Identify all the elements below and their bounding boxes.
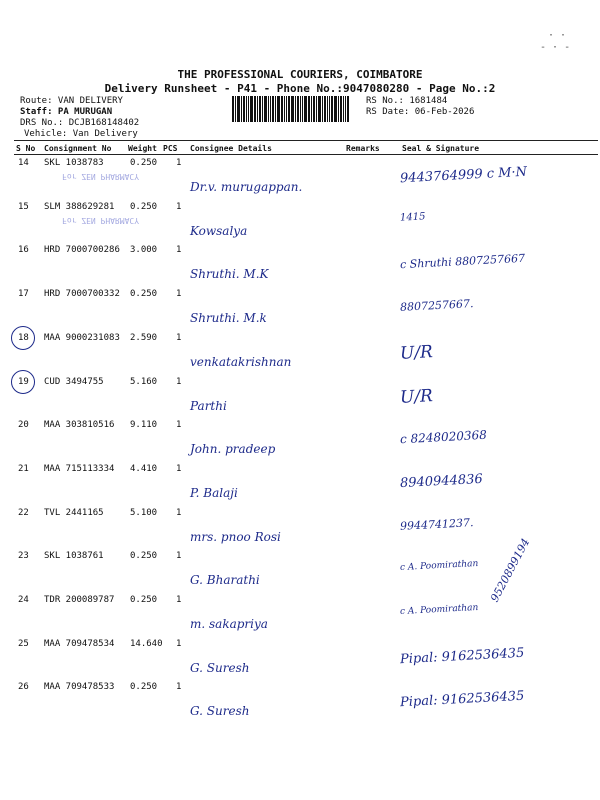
row-pcs: 1 bbox=[176, 376, 182, 387]
row-sno: 24 bbox=[18, 595, 29, 605]
barcode bbox=[232, 96, 360, 122]
row-sno: 20 bbox=[18, 420, 29, 431]
col-weight: Weight bbox=[128, 144, 157, 153]
row-signature-handwriting: Pipal: 9162536435 bbox=[399, 645, 525, 667]
route-label: Route: VAN DELIVERY bbox=[20, 96, 123, 106]
row-stamp: For ZEN PHARMACY bbox=[62, 215, 140, 225]
table-row bbox=[0, 373, 600, 417]
row-consignment: TVL 2441165 bbox=[44, 507, 104, 518]
row-sno: 21 bbox=[18, 463, 29, 474]
col-remarks: Remarks bbox=[346, 144, 380, 153]
row-consignment: SKL 1038761 bbox=[44, 551, 104, 562]
row-pcs: 1 bbox=[176, 158, 182, 168]
col-seal-signature: Seal & Signature bbox=[402, 144, 480, 153]
row-signature-handwriting: 9944741237. bbox=[399, 515, 474, 533]
row-sno: 15 bbox=[18, 201, 29, 212]
row-pcs: 1 bbox=[176, 463, 182, 474]
row-pcs: 1 bbox=[176, 332, 182, 343]
row-consignee-handwriting: Parthi bbox=[190, 398, 227, 413]
row-consignment: HRD 7000700286 bbox=[44, 245, 120, 256]
row-sno: 18 bbox=[18, 332, 29, 343]
row-signature-handwriting: c A. Poomirathan bbox=[399, 602, 479, 618]
row-weight: 3.000 bbox=[130, 245, 158, 256]
row-consignment: MAA 709478533 bbox=[44, 682, 115, 693]
row-signature-handwriting: U/R bbox=[399, 341, 434, 364]
side-handwritten-number: 9520899194 bbox=[488, 536, 533, 605]
row-sno: 25 bbox=[18, 638, 29, 649]
table-row bbox=[0, 154, 600, 198]
col-pcs: PCS bbox=[163, 144, 178, 153]
row-consignment: MAA 303810516 bbox=[44, 420, 115, 431]
col-consignee: Consignee Details bbox=[190, 144, 272, 153]
row-consignee-handwriting: G. Suresh bbox=[190, 660, 250, 675]
runsheet-subtitle: Delivery Runsheet - P41 - Phone No.:9047080280 - Page No.:2 bbox=[104, 82, 496, 95]
row-weight: 0.250 bbox=[130, 158, 158, 168]
row-weight: 14.640 bbox=[130, 638, 163, 649]
table-row bbox=[0, 329, 600, 373]
row-weight: 0.250 bbox=[130, 201, 158, 212]
row-signature-handwriting: 9443764999 c M·N bbox=[399, 164, 528, 187]
col-consignment: Consignment No bbox=[44, 144, 112, 153]
rs-number: RS No.: 1681484 bbox=[366, 96, 448, 106]
scan-mark: - · - bbox=[540, 42, 571, 53]
table-row bbox=[0, 635, 600, 679]
row-signature-handwriting: c Shruthi 8807257667 bbox=[399, 252, 526, 272]
row-weight: 9.110 bbox=[130, 420, 158, 431]
row-pcs: 1 bbox=[176, 201, 182, 212]
row-weight: 5.100 bbox=[130, 507, 158, 518]
drs-label: DRS No.: DCJB168148402 bbox=[20, 118, 140, 128]
row-pcs: 1 bbox=[176, 245, 182, 256]
row-consignment: MAA 709478534 bbox=[44, 638, 115, 649]
row-pcs: 1 bbox=[176, 507, 182, 518]
row-consignee-handwriting: m. sakapriya bbox=[190, 617, 268, 631]
row-pcs: 1 bbox=[176, 289, 182, 300]
row-sno: 14 bbox=[18, 158, 29, 168]
row-consignment: HRD 7000700332 bbox=[44, 289, 120, 300]
table-row bbox=[0, 678, 600, 722]
row-consignee-handwriting: Shruthi. M.k bbox=[190, 311, 267, 326]
row-pcs: 1 bbox=[176, 595, 182, 605]
row-circle-mark bbox=[11, 370, 35, 394]
row-consignee-handwriting: John. pradeep bbox=[190, 442, 276, 457]
row-weight: 0.250 bbox=[130, 551, 158, 562]
row-consignment: MAA 715113334 bbox=[44, 463, 115, 474]
row-circle-mark bbox=[11, 326, 35, 350]
row-consignee-handwriting: venkatakrishnan bbox=[190, 354, 292, 369]
row-sno: 26 bbox=[18, 682, 29, 693]
row-sno: 17 bbox=[18, 289, 29, 300]
table-row bbox=[0, 285, 600, 329]
row-weight: 0.250 bbox=[130, 682, 158, 693]
row-signature-handwriting: U/R bbox=[399, 385, 434, 408]
row-signature-handwriting: c A. Poomirathan bbox=[399, 559, 479, 574]
row-weight: 0.250 bbox=[130, 289, 158, 300]
row-sno: 22 bbox=[18, 507, 29, 518]
row-pcs: 1 bbox=[176, 420, 182, 431]
row-signature-handwriting: 8940944836 bbox=[399, 471, 484, 492]
company-title: THE PROFESSIONAL COURIERS, COIMBATORE bbox=[177, 68, 423, 81]
staff-label: Staff: PA MURUGAN bbox=[20, 107, 113, 117]
table-row bbox=[0, 198, 600, 242]
scan-mark: · · bbox=[548, 30, 567, 41]
row-weight: 5.160 bbox=[130, 376, 158, 387]
row-signature-handwriting: c 8248020368 bbox=[399, 427, 488, 447]
row-consignment: MAA 9000231083 bbox=[44, 332, 120, 343]
row-weight: 0.250 bbox=[130, 595, 158, 605]
row-sno: 19 bbox=[18, 376, 29, 387]
row-consignee-handwriting: Shruthi. M.K bbox=[190, 267, 269, 282]
table-row bbox=[0, 460, 600, 504]
header-rule-top bbox=[14, 140, 598, 141]
row-consignment: TDR 200089787 bbox=[44, 595, 115, 605]
row-sno: 16 bbox=[18, 245, 29, 256]
rs-date: RS Date: 06-Feb-2026 bbox=[366, 107, 475, 117]
row-consignee-handwriting: mrs. pnoo Rosi bbox=[190, 529, 281, 544]
table-row bbox=[0, 241, 600, 285]
row-consignee-handwriting: Kowsalya bbox=[190, 223, 248, 238]
row-weight: 2.590 bbox=[130, 332, 158, 343]
row-consignment: SKL 1038783 bbox=[44, 158, 104, 168]
row-signature-handwriting: Pipal: 9162536435 bbox=[399, 689, 525, 711]
row-weight: 4.410 bbox=[130, 463, 158, 474]
row-pcs: 1 bbox=[176, 551, 182, 562]
col-sno: S No bbox=[16, 144, 36, 153]
table-row bbox=[0, 504, 600, 548]
row-consignment: SLM 388629281 bbox=[44, 201, 115, 212]
row-sno: 23 bbox=[18, 551, 29, 562]
row-consignee-handwriting: P. Balaji bbox=[190, 485, 238, 500]
row-signature-handwriting: 1415 bbox=[399, 211, 426, 224]
row-consignee-handwriting: Dr.v. murugappan. bbox=[190, 180, 303, 194]
row-consignee-handwriting: G. Suresh bbox=[190, 704, 250, 719]
row-signature-handwriting: 8807257667. bbox=[399, 297, 474, 315]
table-row bbox=[0, 416, 600, 460]
row-consignee-handwriting: G. Bharathi bbox=[190, 573, 260, 588]
row-pcs: 1 bbox=[176, 682, 182, 693]
row-pcs: 1 bbox=[176, 638, 182, 649]
vehicle-label: Vehicle: Van Delivery bbox=[24, 129, 138, 139]
row-stamp: For ZEN PHARMACY bbox=[62, 172, 140, 181]
row-consignment: CUD 3494755 bbox=[44, 376, 104, 387]
table-row bbox=[0, 591, 600, 635]
